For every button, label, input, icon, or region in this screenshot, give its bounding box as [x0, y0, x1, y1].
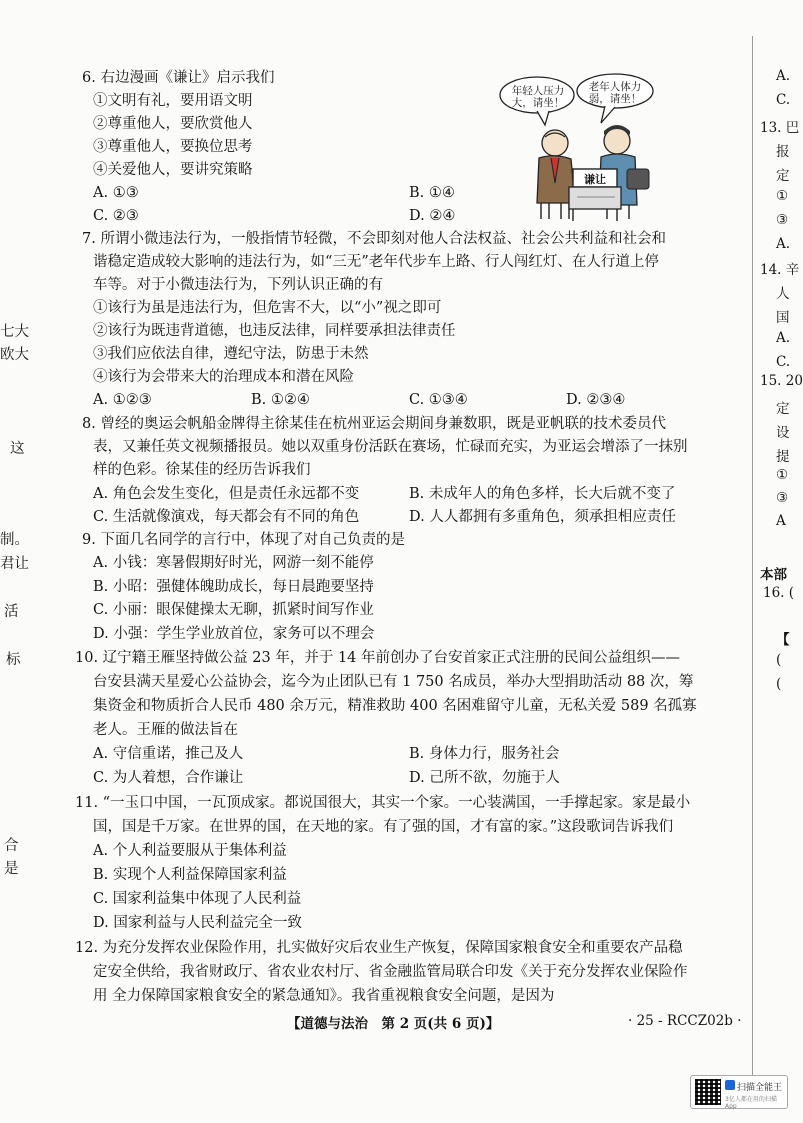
- q9-option-d[interactable]: D. 小强：学生学业放首位，家务可以不理会: [93, 626, 375, 642]
- q6-statement: ②尊重他人，要欣赏他人: [93, 116, 253, 132]
- q7-option-b[interactable]: B. ①②④: [251, 392, 310, 408]
- q8-option-d[interactable]: D. 人人都拥有多重角色，须承担相应责任: [409, 509, 676, 525]
- right-margin-fragment: 本部: [760, 567, 787, 583]
- left-margin-fragment: 七大: [0, 324, 29, 340]
- q7-option-c[interactable]: C. ①③④: [409, 392, 468, 408]
- q10-option-c[interactable]: C. 为人着想，合作谦让: [93, 770, 244, 786]
- right-margin-fragment: (: [776, 676, 782, 692]
- q12-stem-line: 用 全力保障国家粮食安全的紧急通知》。我省重视粮食安全问题，是因为: [93, 988, 555, 1004]
- q6-option-a[interactable]: A. ①③: [93, 185, 139, 201]
- right-margin-fragment: A.: [776, 236, 791, 252]
- right-margin-fragment: (: [776, 652, 782, 668]
- right-margin-fragment: A: [776, 513, 786, 529]
- cartoon-modesty: [497, 73, 655, 223]
- q7-option-a[interactable]: A. ①②③: [93, 392, 152, 408]
- q6-option-d[interactable]: D. ②④: [409, 208, 456, 224]
- page-footer-title: 【道德与法治 第 2 页(共 6 页)】: [287, 1016, 500, 1032]
- left-margin-fragment: 君让: [0, 556, 29, 572]
- q9-option-b[interactable]: B. 小昭：强健体魄助成长，每日晨跑要坚持: [93, 579, 374, 595]
- column-divider: [752, 36, 753, 1096]
- scanner-subtitle: 3亿人都在用的扫描App: [725, 1096, 777, 1110]
- page-footer-code: · 25 - RCCZ02b ·: [628, 1013, 742, 1029]
- q11-option-d[interactable]: D. 国家利益与人民利益完全一致: [93, 915, 302, 931]
- right-margin-fragment: 14. 辛: [760, 262, 800, 278]
- bubble-text: 老年人体力: [588, 81, 642, 93]
- bubble-text: 大，请坐！: [511, 97, 565, 109]
- q7-statement: ②该行为既违背道德，也违反法律，同样要承担法律责任: [93, 323, 456, 339]
- q8-option-a[interactable]: A. 角色会发生变化，但是责任永远都不变: [93, 486, 360, 502]
- q6-statement: ①文明有礼，要用语文明: [93, 93, 253, 109]
- right-margin-fragment: C.: [776, 92, 791, 108]
- q7-option-d[interactable]: D. ②③④: [566, 392, 626, 408]
- cartoon-bubble-right: [583, 81, 647, 105]
- q7-statement: ④该行为会带来大的治理成本和潜在风险: [93, 369, 354, 385]
- q8-option-c[interactable]: C. 生活就像演戏，每天都会有不同的角色: [93, 509, 360, 525]
- q9-option-c[interactable]: C. 小丽：眼保健操太无聊，抓紧时间写作业: [93, 602, 374, 618]
- right-margin-fragment: 定: [776, 168, 790, 184]
- q12-stem-line: 12. 为充分发挥农业保险作用，扎实做好灾后农业生产恢复，保障国家粮食安全和重要农产品稳: [75, 940, 683, 956]
- right-margin-fragment: 报: [776, 144, 790, 160]
- q11-option-b[interactable]: B. 实现个人利益保障国家利益: [93, 867, 287, 883]
- right-margin-fragment: ③: [776, 212, 789, 228]
- q10-stem-line: 10. 辽宁籍王雁坚持做公益 23 年，并于 14 年前创办了台安首家正式注册的民间公益组织——: [75, 650, 681, 666]
- right-margin-fragment: ①: [776, 188, 789, 204]
- q11-stem-line: 11. “一玉口中国，一瓦顶成家。都说国很大，其实一个家。一心装满国，一手撑起家。家是最小: [75, 795, 691, 811]
- right-margin-fragment: ③: [776, 490, 789, 506]
- q8-stem-line: 样的色彩。徐某佳的经历告诉我们: [93, 462, 311, 478]
- scanner-logo-icon: [725, 1080, 735, 1090]
- q9-option-a[interactable]: A. 小钱：寒暑假期好时光，网游一刻不能停: [93, 555, 374, 571]
- bubble-text: 弱，请坐！: [588, 93, 642, 105]
- q10-option-a[interactable]: A. 守信重诺，推己及人: [93, 746, 244, 762]
- right-margin-fragment: 定: [776, 401, 790, 417]
- right-margin-fragment: 人: [776, 286, 790, 302]
- qr-code-icon: [695, 1079, 721, 1105]
- q8-stem-line: 8. 曾经的奥运会帆船金牌得主徐某佳在杭州亚运会期间身兼数职，既是亚帆联的技术委员代: [82, 416, 666, 432]
- right-margin-fragment: 国: [776, 310, 790, 326]
- q7-stem-line: 7. 所谓小微违法行为，一般指情节轻微，不会即刻对他人合法权益、社会公共利益和社会和: [82, 231, 666, 247]
- q9-stem: 9. 下面几名同学的言行中，体现了对自己负责的是: [82, 532, 405, 548]
- q6-option-b[interactable]: B. ①④: [409, 185, 455, 201]
- q12-stem-line: 定安全供给，我省财政厅、省农业农村厅、省金融监管局联合印发《关于充分发挥农业保险作: [93, 964, 688, 980]
- right-margin-fragment: 13. 巴: [760, 120, 800, 136]
- cartoon-bubble-left: [507, 85, 569, 109]
- q6-statement: ③尊重他人，要换位思考: [93, 139, 253, 155]
- right-margin-fragment: A.: [776, 330, 791, 346]
- q8-option-b[interactable]: B. 未成年人的角色多样，长大后就不变了: [409, 486, 676, 502]
- q7-statement: ①该行为虽是违法行为，但危害不大，以“小”视之即可: [93, 300, 442, 316]
- right-margin-fragment: 15. 20: [760, 373, 803, 389]
- right-margin-fragment: C.: [776, 354, 791, 370]
- left-margin-fragment: 是: [4, 861, 19, 877]
- left-margin-fragment: 欧大: [0, 347, 29, 363]
- q10-stem-line: 老人。王雁的做法旨在: [93, 722, 238, 738]
- q7-statement: ③我们应依法自律，遵纪守法，防患于未然: [93, 346, 369, 362]
- right-margin-fragment: ①: [776, 467, 789, 483]
- q11-option-c[interactable]: C. 国家利益集中体现了人民利益: [93, 891, 302, 907]
- q6-option-c[interactable]: C. ②③: [93, 208, 139, 224]
- right-margin-fragment: 设: [776, 425, 790, 441]
- left-margin-fragment: 这: [10, 441, 25, 457]
- q11-stem-line: 国，国是千万家。在世界的国，在天地的家。有了强的国，才有富的家。”这段歌词告诉我们: [93, 819, 674, 835]
- cartoon-sign: 谦让: [584, 173, 606, 186]
- q11-option-a[interactable]: A. 个人利益要服从于集体利益: [93, 843, 287, 859]
- bubble-text: 年轻人压力: [511, 85, 565, 97]
- q7-stem-line: 谐稳定造成较大影响的违法行为，如“三无”老年代步车上路、行人闯红灯、在人行道上停: [93, 254, 659, 270]
- right-margin-fragment: A.: [776, 68, 791, 84]
- left-margin-fragment: 标: [6, 652, 21, 668]
- scanner-watermark: [690, 1075, 788, 1109]
- left-margin-fragment: 制。: [0, 532, 29, 548]
- q7-stem-line: 车等。对于小微违法行为，下列认识正确的有: [93, 277, 383, 293]
- q8-stem-line: 表，又兼任英文视频播报员。她以双重身份活跃在赛场，忙碌而充实，为亚运会增添了一抹别: [93, 439, 688, 455]
- q10-stem-line: 台安县满天星爱心公益协会，迄今为止团队已有 1 750 名成员，举办大型捐助活动 88 次，筹: [93, 674, 694, 690]
- q10-option-d[interactable]: D. 己所不欲，勿施于人: [409, 770, 560, 786]
- left-margin-fragment: 活: [4, 604, 19, 620]
- q6-statement: ④关爱他人，要讲究策略: [93, 162, 253, 178]
- left-margin-fragment: 合: [4, 838, 19, 854]
- q10-option-b[interactable]: B. 身体力行，服务社会: [409, 746, 560, 762]
- right-margin-fragment: 【: [776, 632, 790, 648]
- right-margin-fragment: 提: [776, 449, 790, 465]
- q10-stem-line: 集资金和物质折合人民币 480 余万元，精准救助 400 名困难留守儿童，无私关爱 589 名孤寡: [93, 698, 697, 714]
- q6-stem: 6. 右边漫画《谦让》启示我们: [82, 70, 275, 86]
- right-margin-fragment: 16. (: [763, 585, 795, 601]
- scanner-title: 扫描全能王: [737, 1083, 783, 1093]
